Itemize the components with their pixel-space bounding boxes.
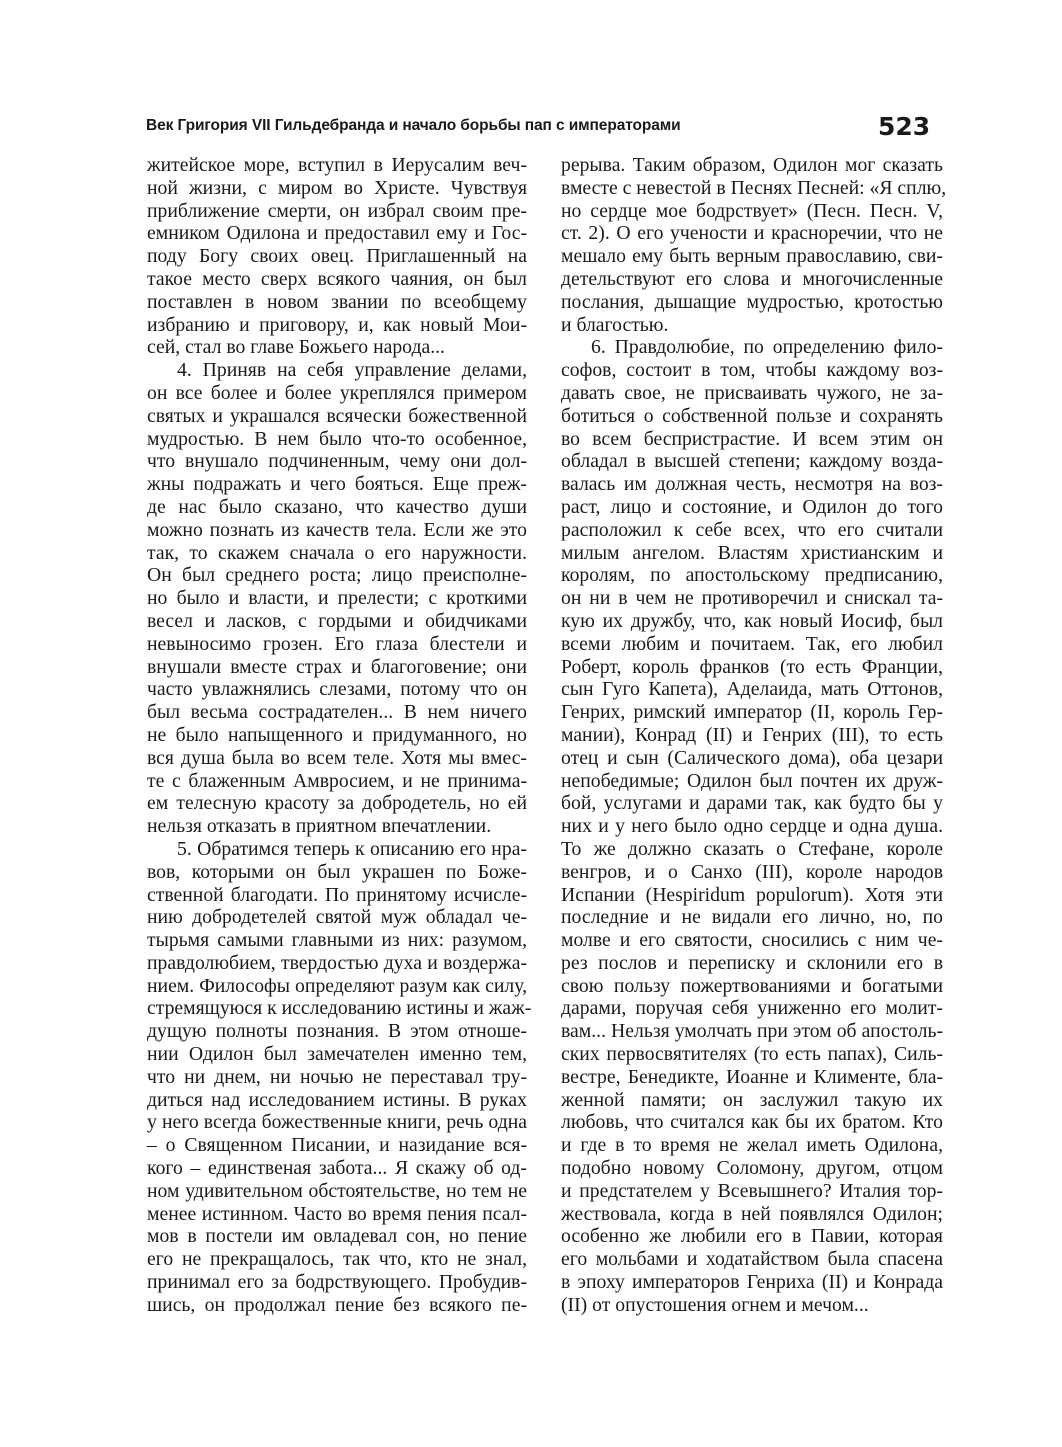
text-line: избранию и приговору, и, как новый Мои- (147, 313, 527, 336)
text-line: ст. 2). О его учености и красноречии, что не (561, 222, 943, 245)
text-line: кого – единственая забота... Я скажу об од- (147, 1157, 527, 1180)
text-line: Он был среднего роста; лицо преисполне- (147, 564, 527, 587)
text-line: дущую полноты познания. В этом отноше- (147, 1020, 527, 1043)
text-line: ном удивительном обстоятельстве, но тем не (147, 1179, 527, 1202)
text-line: 6. Правдолюбие, по определению фило- (591, 336, 943, 359)
text-line: и где в то время не желал иметь Одилона, (561, 1134, 943, 1157)
text-line: 5. Обратимся теперь к описанию его нра- (177, 837, 527, 860)
text-line: но было и власти, и прелести; с кроткими (147, 587, 527, 610)
text-line: в эпоху императоров Генриха (II) и Конрада (561, 1271, 943, 1294)
text-line: внушали вместе страх и благоговение; они (147, 655, 527, 678)
text-line: нием. Философы определяют разум как силу, (147, 974, 527, 997)
text-line: мудростью. В нем было что-то особенное, (147, 427, 527, 450)
text-line: расположил к себе всех, что его считали (561, 518, 943, 541)
text-line: обладал в высшей степени; каждому возда- (561, 450, 943, 473)
text-line: стремящуюся к исследованию истины и жаж- (147, 997, 532, 1020)
text-line: молве и его святости, сносились с ним че- (561, 929, 943, 952)
text-line: тырьмя самыми главными из них: разумом, (147, 929, 527, 952)
text-line: так, то скажем сначала о его наружности. (147, 541, 527, 564)
text-line: Роберт, король франков (то есть Франции, (561, 655, 943, 678)
text-line: – о Священном Писании, и назидание вся- (147, 1134, 527, 1157)
text-line: вов, которыми он был украшен по Боже- (147, 860, 527, 883)
text-line: его мольбами и ходатайством была спасена (561, 1248, 943, 1271)
text-line: поставлен в новом звании по всеобщему (147, 290, 527, 313)
text-line: Испании (Hespiridum populorum). Хотя эти (561, 883, 943, 906)
text-line: сей, стал во главе Божьего народа... (147, 336, 445, 359)
text-line: вместе с невестой в Песнях Песней: «Я сплю, (561, 176, 947, 199)
text-line: что ни днем, ни ночью не переставал тру- (147, 1065, 527, 1088)
text-line: вам... Нельзя умолчать при этом об апостоль- (561, 1020, 943, 1043)
text-line: мании), Конрад (II) и Генрих (III), то есть (561, 723, 943, 746)
right-text-column (561, 154, 947, 1317)
text-line: послания, дышащие мудростью, кротостью (561, 290, 943, 313)
text-line: его не прекращалось, так что, кто не знал, (147, 1248, 527, 1271)
text-line: ских первосвятителях (то есть папах), Силь- (561, 1043, 943, 1066)
text-line: (II) от опустошения огнем и мечом... (561, 1293, 869, 1316)
text-line: ной жизни, с миром во Христе. Чувствуя (147, 176, 527, 199)
text-line: те с блаженным Амвросием, и не принима- (147, 769, 527, 792)
text-line: емником Одилона и предоставил ему и Гос- (147, 222, 527, 245)
text-line: де нас было сказано, что качество души (147, 495, 527, 518)
text-line: вся душа была во всем теле. Хотя мы вмес- (147, 746, 527, 769)
text-line: нельзя отказать в приятном впечатлении. (147, 815, 492, 838)
text-line: у него всегда божественные книги, речь одна (147, 1111, 527, 1134)
text-line: принимал его за бодрствующего. Пробудив- (147, 1271, 527, 1294)
text-line: он ни в чем не противоречил и снискал та- (561, 587, 943, 610)
text-line: часто увлажнялись слезами, потому что он (147, 678, 527, 701)
text-line: житейское море, вступил в Иерусалим веч- (147, 154, 527, 176)
left-text-column (147, 154, 532, 1317)
text-line: королям, по апостольскому предписанию, (561, 564, 943, 587)
text-line: женной памяти; он заслужил такую их (561, 1088, 943, 1111)
text-line: софов, состоит в том, чтобы каждому воз- (561, 359, 943, 382)
text-line: рерыва. Таким образом, Одилон мог сказать (561, 154, 943, 176)
text-line: кую их дружбу, что, как новый Иосиф, был (561, 609, 943, 632)
text-line: не было напыщенного и придуманного, но (147, 723, 527, 746)
text-line: То же должно сказать о Стефане, короле (561, 837, 943, 860)
text-line: невыносимо грозен. Его глаза блестели и (147, 632, 527, 655)
text-line: свою пользу пожертвованиями и богатыми (561, 974, 943, 997)
text-line: раст, лицо и состояние, и Одилон до того (561, 495, 943, 518)
text-line: особенно же любили его в Павии, которая (561, 1225, 943, 1248)
text-line: любовь, что считался как бы их братом. Кто (561, 1111, 943, 1134)
text-line: сын Гуго Капета), Аделаида, мать Оттонов, (561, 678, 943, 701)
text-line: них и у него было одно сердце и одна душа. (561, 815, 943, 838)
text-line: нии Одилон был замечателен именно тем, (147, 1043, 527, 1066)
text-line: весел и ласков, с гордыми и обидчиками (147, 609, 527, 632)
text-line: рез послов и переписку и склонили его в (561, 951, 943, 974)
text-line: отец и сын (Салического дома), оба цезари (561, 746, 943, 769)
text-line: нию добродетелей святой муж обладал че- (147, 906, 527, 929)
text-line: правдолюбием, твердостью духа и воздержа- (147, 951, 527, 974)
text-line: дарами, поручая себя униженно его молит- (561, 997, 943, 1020)
text-line: жны подражать и чего бояться. Еще преж- (147, 473, 527, 496)
text-line: диться над исследованием истины. В руках (147, 1088, 527, 1111)
page-number: 523 (878, 112, 931, 141)
text-line: ем телесную красоту за добродетель, но ей (147, 792, 527, 815)
text-line: последние и не видали его лично, но, по (561, 906, 943, 929)
text-line: что внушало подчиненным, чему они дол- (147, 450, 527, 473)
text-line: менее истинном. Часто во время пения псал- (147, 1202, 527, 1225)
text-line: ственной благодати. По принятому исчисле- (147, 883, 527, 906)
text-line: был весьма сострадателен... В нем ничего (147, 701, 527, 724)
text-line: он все более и более укреплялся примером (147, 381, 527, 404)
text-line: но сердце мое бодрствует» (Песн. Песн. V, (561, 199, 943, 222)
text-line: подобно новому Соломону, другом, отцом (561, 1157, 943, 1180)
text-line: приближение смерти, он избрал своим пре- (147, 199, 527, 222)
text-line: святых и украшался всячески божественной (147, 404, 527, 427)
text-line: детельствуют его слова и многочисленные (561, 267, 943, 290)
text-line: такое место сверх всякого чаяния, он был (147, 267, 527, 290)
text-line: можно познать из качеств тела. Если же это (147, 518, 527, 541)
text-line: ботиться о собственной пользе и сохранять (561, 404, 943, 427)
text-line: 4. Приняв на себя управление делами, (177, 359, 527, 382)
text-line: поду Богу своих овец. Приглашенный на (147, 245, 527, 268)
text-line: непобедимые; Одилон был почтен их друж- (561, 769, 943, 792)
running-header-title: Век Григория VII Гильдебранда и начало борьбы пап с императорами (146, 117, 681, 134)
text-line: всеми любим и почитаем. Так, его любил (561, 632, 943, 655)
text-line: бой, услугами и дарами так, как будто бы у (561, 792, 943, 815)
text-line: Генрих, римский император (II, король Гер- (561, 701, 943, 724)
text-line: во всем беспристрастие. И всем этим он (561, 427, 943, 450)
text-line: и благостью. (561, 313, 669, 336)
text-line: милым ангелом. Властям христианским и (561, 541, 943, 564)
text-line: вестре, Бенедикте, Иоанне и Клименте, бла- (561, 1065, 943, 1088)
text-line: жествовала, когда в ней появлялся Одилон; (561, 1202, 943, 1225)
text-line: валась им должная честь, несмотря на воз- (561, 473, 943, 496)
text-line: шись, он продолжал пение без всякого пе- (147, 1293, 527, 1316)
text-line: мешало ему быть верным православию, сви- (561, 245, 943, 268)
text-line: мов в постели им овладевал сон, но пение (147, 1225, 527, 1248)
text-line: и предстателем у Всевышнего? Италия тор- (561, 1179, 943, 1202)
text-line: давать свое, не присваивать чужого, не за- (561, 381, 943, 404)
text-line: венгров, и о Санхо (III), короле народов (561, 860, 943, 883)
